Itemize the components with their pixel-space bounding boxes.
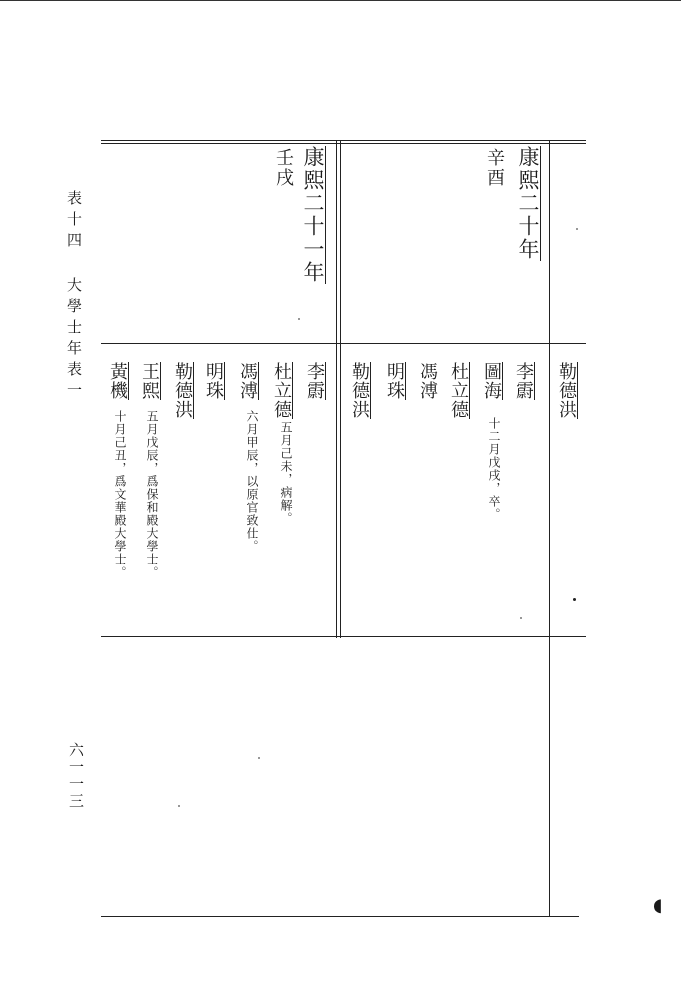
top-border xyxy=(0,0,681,1)
binding-mark: ◖ xyxy=(653,895,663,916)
year-1-entry-name: 明珠 xyxy=(384,362,405,400)
column-divider xyxy=(336,140,337,638)
scan-speck xyxy=(573,598,576,601)
carry-over-name: 勒德洪 xyxy=(556,362,577,419)
year-2-entry-name: 李霨 xyxy=(304,362,325,400)
year-2-entry-note: 十月己丑，爲文華殿大學士。 xyxy=(113,410,127,579)
year-1-entry-name: 杜立德 xyxy=(448,362,469,419)
year-2-entry-note: 六月甲辰，以原官致仕。 xyxy=(245,410,259,553)
scan-speck xyxy=(576,228,578,230)
year-2-entry-name: 王熙 xyxy=(139,362,160,400)
year-1-era: 康熙二十年 xyxy=(516,146,540,261)
year-1-ganzhi: 辛酉 xyxy=(484,148,505,188)
year-2-ganzhi: 壬戌 xyxy=(273,148,294,188)
year-2-entry-name: 明珠 xyxy=(203,362,224,400)
year-1-entry-name: 勒德洪 xyxy=(349,362,370,419)
year-1-entry-name: 圖海 xyxy=(481,362,502,400)
page-number: 六一一三 xyxy=(67,742,85,810)
year-2-entry-note: 五月己未，病解。 xyxy=(279,421,293,525)
scan-speck xyxy=(298,318,300,320)
year-1-entry-name: 李霨 xyxy=(513,362,534,400)
row-divider xyxy=(101,636,586,637)
year-1-entry-note: 十二月戊戌，卒。 xyxy=(487,417,501,521)
scan-speck xyxy=(258,757,260,759)
year-2-entry-name: 黃機 xyxy=(107,362,128,400)
running-title: 表十四 大學士年表一 xyxy=(65,190,83,403)
column-divider-inner xyxy=(340,140,341,638)
table-bottom-rule xyxy=(101,916,579,917)
scan-speck xyxy=(178,805,180,807)
row-divider xyxy=(101,343,586,344)
table-top-rule-inner xyxy=(101,143,586,144)
year-2-entry-note: 五月戊辰，爲保和殿大學士。 xyxy=(145,410,159,579)
year-1-entry-name: 馮溥 xyxy=(417,362,438,400)
year-2-entry-name: 勒德洪 xyxy=(172,362,193,419)
column-divider xyxy=(549,140,550,916)
scan-speck xyxy=(520,617,522,619)
year-2-era: 康熙二十一年 xyxy=(301,146,325,284)
table-top-rule xyxy=(101,140,586,141)
year-2-entry-name: 杜立德 xyxy=(271,362,292,419)
year-2-entry-name: 馮溥 xyxy=(237,362,258,400)
